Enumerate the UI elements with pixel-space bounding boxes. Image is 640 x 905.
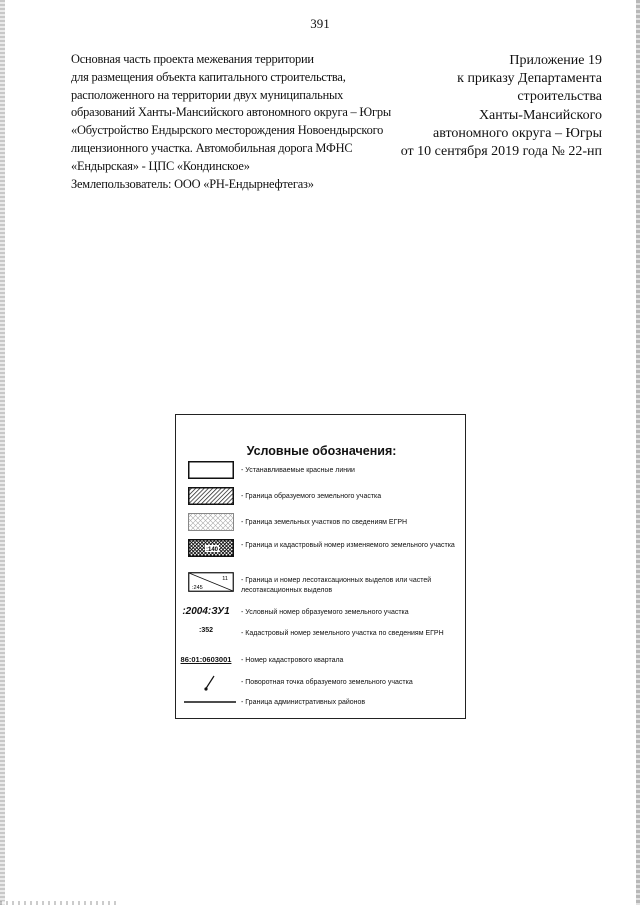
appendix-line: автономного округа – Югры — [433, 125, 602, 141]
legend-title: Условные обозначения: — [246, 444, 397, 458]
legend-label: - Граница и номер лесотаксационных выделов или частей лесотаксационных выделов — [241, 577, 432, 594]
legend-item — [176, 627, 467, 657]
symbol-text: :245 — [192, 585, 203, 591]
appendix-line: от 10 сентября 2019 года № 22-нп — [400, 144, 602, 160]
project-line: «Ендырская» - ЦПС «Кондинское» — [71, 158, 250, 173]
dense-crosshatch-box-icon — [188, 539, 234, 557]
appendix-reference — [372, 52, 602, 161]
hatched-box-icon — [188, 487, 234, 505]
appendix-line: Приложение 19 — [509, 53, 602, 68]
symbol-text: 86:01:0603001 — [180, 655, 232, 664]
project-line: Основная часть проекта межевания территории — [71, 52, 314, 66]
legend-label: - Устанавливаемые красные линии — [241, 467, 355, 474]
appendix-line: Ханты-Мансийского — [478, 107, 602, 123]
light-crosshatch-box-icon — [188, 513, 234, 531]
project-line: расположенного на территории двух муниципальных — [71, 87, 344, 102]
symbol-text: :352 — [198, 627, 213, 634]
land-user-line: Землепользователь: ООО «РН-Ендырнефтегаз» — [71, 176, 314, 191]
legend-label: - Граница административных районов — [241, 699, 366, 706]
legend-label: - Кадастровый номер земельного участка по сведениям ЕГРН — [241, 630, 444, 637]
symbol-text: :2004:ЗУ1 — [182, 606, 230, 617]
symbol-text: :140 — [205, 547, 219, 553]
legend-box — [175, 414, 466, 719]
symbol-text-2: 11 — [222, 576, 228, 582]
project-line: образований Ханты-Мансийского автономного округа – Югры — [71, 105, 391, 120]
diagonal-split-box-icon — [188, 572, 234, 590]
scan-edge-bottom — [0, 901, 120, 905]
legend-label: - Номер кадастрового квартала — [241, 657, 344, 664]
project-line: для размещения объекта капитального строительства, — [71, 69, 346, 84]
legend-label: - Граница земельных участков по сведениям ЕГРН — [241, 519, 408, 526]
legend-label: - Условный номер образуемого земельного участка — [241, 609, 409, 616]
project-description — [71, 51, 411, 193]
appendix-line: к приказу Департамента — [457, 71, 602, 87]
legend-label: - Граница образуемого земельного участка — [241, 493, 382, 500]
appendix-line: строительства — [517, 89, 602, 105]
project-line: «Обустройство Ендырского месторождения Новоендырского — [71, 123, 384, 138]
legend-label: - Граница и кадастровый номер изменяемого земельного участка — [241, 542, 455, 549]
turning-point-icon — [200, 673, 220, 693]
scan-edge-left — [0, 0, 5, 905]
legend-item — [176, 697, 467, 727]
legend-label: - Поворотная точка образуемого земельного участка — [241, 679, 413, 686]
scan-edge-right — [636, 0, 640, 905]
page-number: 391 — [310, 16, 330, 31]
admin-border-line-icon — [184, 697, 236, 707]
empty-box-icon — [188, 461, 234, 479]
legend-item — [176, 539, 467, 569]
project-line: лицензионного участка. Автомобильная дорога МФНС — [71, 140, 353, 155]
legend-item — [176, 572, 467, 602]
